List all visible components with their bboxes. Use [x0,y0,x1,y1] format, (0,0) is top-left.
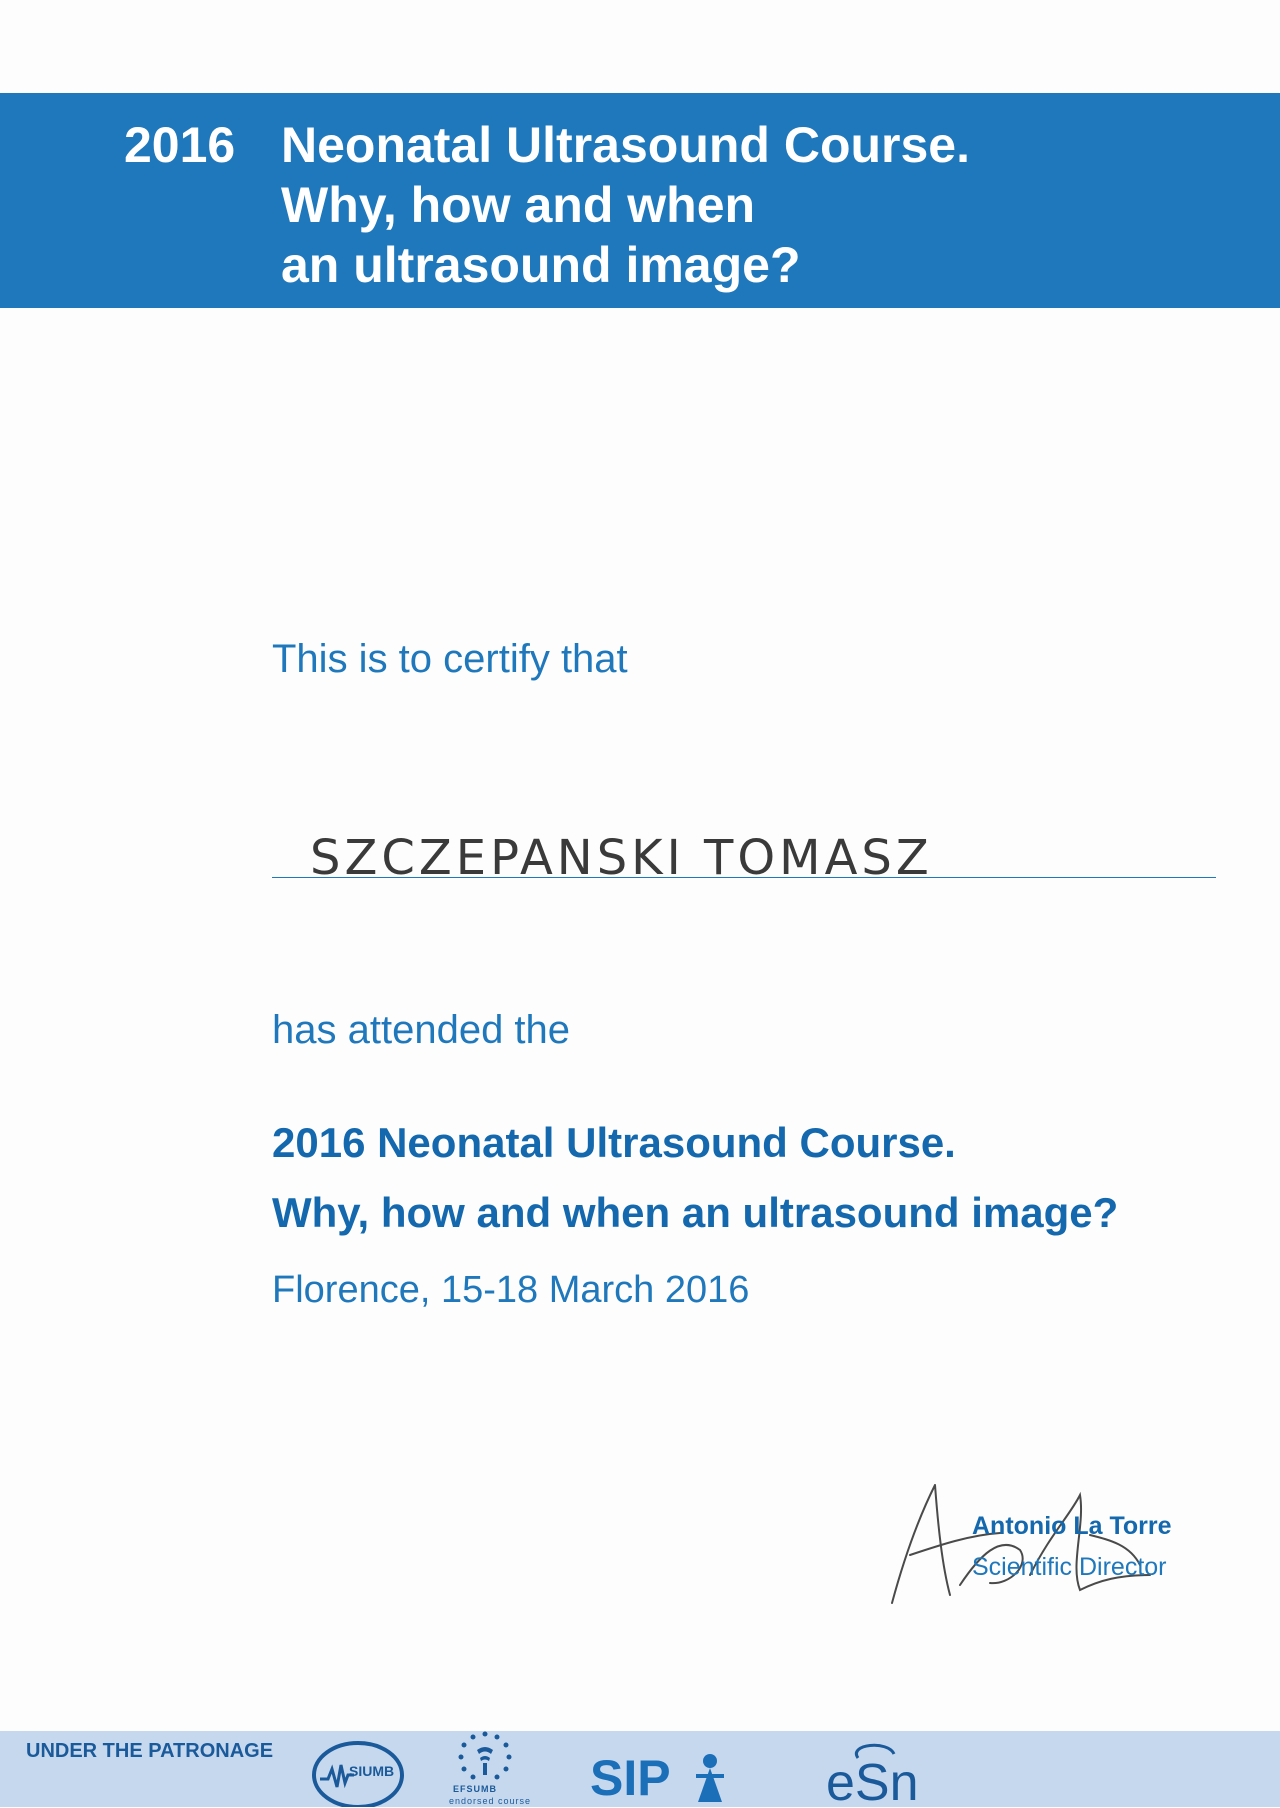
signature [880,1475,1200,1615]
esn-logo-text: eSn [826,1754,919,1807]
esn-logo [818,1740,928,1807]
name-underline [272,877,1216,878]
course-title-line-1: 2016 Neonatal Ultrasound Course. [272,1119,956,1166]
sip-logo: SIP [590,1750,671,1806]
header-title-line-1: Neonatal Ultrasound Course. [281,117,970,173]
course-place-date: Florence, 15-18 March 2016 [272,1269,750,1311]
director-role: Scientific Director [972,1553,1167,1581]
course-title [272,1108,1118,1248]
recipient-name: SZCZEPANSKI TOMASZ [310,830,933,886]
course-title-line-2: Why, how and when an ultrasound image? [272,1189,1119,1236]
sip-child-icon [690,1752,730,1807]
header-title-line-3: an ultrasound image? [281,237,801,293]
attended-text: has attended the [272,1008,571,1052]
director-name: Antonio La Torre [972,1512,1172,1540]
efsumb-logo-text: EFSUMB [453,1784,497,1794]
header-title [281,115,970,295]
patronage-label: UNDER THE PATRONAGE [26,1740,274,1762]
header-title-line-2: Why, how and when [281,177,756,233]
efsumb-logo-subtext: endorsed course [449,1796,532,1806]
certify-text: This is to certify that [272,637,628,681]
siumb-logo-text: SIUMB [349,1763,395,1779]
header-year: 2016 [124,117,236,173]
